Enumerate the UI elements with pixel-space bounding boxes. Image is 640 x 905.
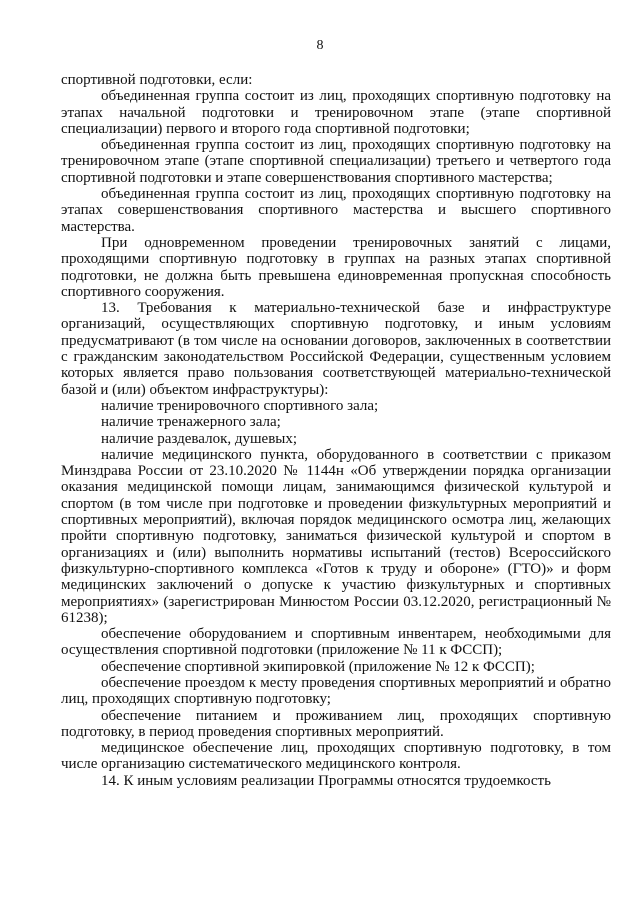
list-item-gym: наличие тренажерного зала;	[101, 414, 281, 431]
paragraph-section-14: 14. К иным условиям реализации Программы относятся трудоемкость	[101, 772, 551, 789]
list-item-travel: обеспечение проездом к месту проведения спортивных мероприятий и обратно лиц, проходящих спортивную подготовку;	[61, 674, 611, 708]
body-text	[61, 72, 611, 789]
list-item-medical-point: наличие медицинского пункта, оборудованного в соответствии с приказом Минздрава России от 23.10.2020 № 1144н «Об утверждении порядка организации оказания медицинской помощи лицам, занимающимся физической культурой и спортом (в том числе при подготовке и проведении физкультурных мероприятий и спортивных мероприятий), включая порядок медицинского осмотра лиц, желающих пройти спортивную подготовку, заниматься физической культурой и спортом в организациях и (или) выполнить нормативы испытаний (тестов) Всероссийского физкультурно-спортивного комплекса «Готов к труду и обороне» (ГТО)» и форм медицинских заключений о допуске к участию физкультурных и спортивных мероприятиях» (зарегистрирован Минюстом России 03.12.2020, регистрационный № 61238);	[61, 446, 611, 626]
list-item-sports-gear: обеспечение спортивной экипировкой (приложение № 12 к ФССП);	[101, 658, 535, 675]
list-item-meals-lodging: обеспечение питанием и проживанием лиц, проходящих спортивную подготовку, в период проведения спортивных мероприятий.	[61, 707, 611, 740]
list-item-training-hall: наличие тренировочного спортивного зала;	[101, 397, 379, 414]
list-item-medical-support: медицинское обеспечение лиц, проходящих спортивную подготовку, в том числе организацию систематического медицинского контроля.	[61, 740, 611, 773]
page-number: 8	[316, 38, 324, 53]
list-item-locker-rooms: наличие раздевалок, душевых;	[101, 430, 298, 447]
paragraph-intro: спортивной подготовки, если:	[61, 72, 253, 88]
paragraph-group-1: объединенная группа состоит из лиц, проходящих спортивную подготовку на этапах начальной подготовки и тренировочном этапе (этапе спортивной специализации) первого и второго года спортивной подготовки;	[61, 88, 611, 137]
paragraph-capacity: При одновременном проведении тренировочных занятий с лицами, проходящими спортивную подготовку в группах на разных этапах спортивной подготовки, не должна быть превышена единовременная пропускная способность спортивного сооружения.	[61, 234, 611, 300]
list-item-equipment: обеспечение оборудованием и спортивным инвентарем, необходимыми для осуществления спортивной подготовки (приложение № 11 к ФССП);	[61, 626, 611, 659]
paragraph-group-3: объединенная группа состоит из лиц, проходящих спортивную подготовку на этапах совершенствования спортивного мастерства и высшего спортивного мастерства.	[61, 186, 611, 235]
paragraph-group-2: объединенная группа состоит из лиц, проходящих спортивную подготовку на тренировочном этапе (этапе спортивной специализации) третьего и четвертого года спортивной подготовки и этапе совершенствования спортивного мастерства;	[61, 137, 611, 186]
paragraph-section-13: 13. Требования к материально-технической базе и инфраструктуре организаций, осуществляющих спортивную подготовку, и иным условиям предусматривают (в том числе на основании договоров, заключенных в соответствии с гражданским законодательством Российской Федерации, существенным условием которых является право пользования соответствующей материально-технической базой и (или) объектом инфраструктуры):	[61, 300, 611, 398]
